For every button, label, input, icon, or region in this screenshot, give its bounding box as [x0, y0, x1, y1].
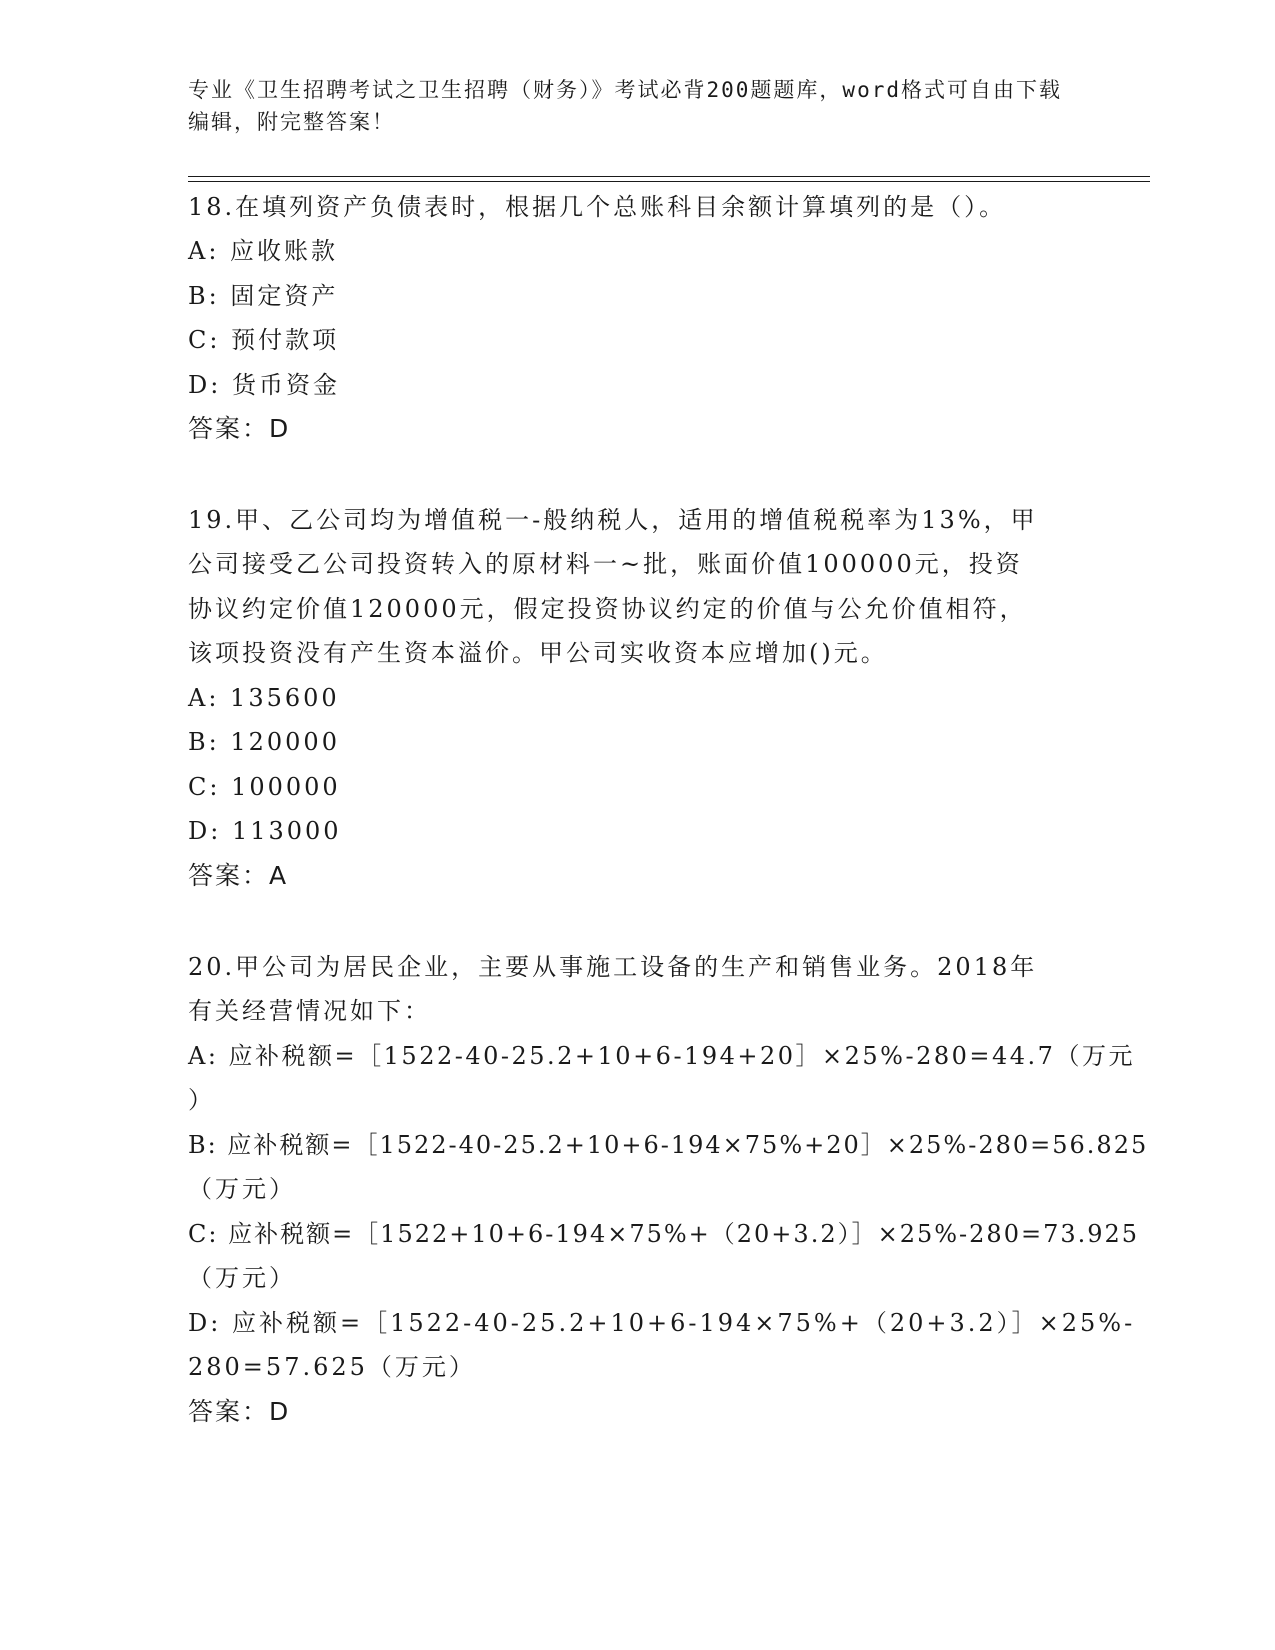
question-18-stem: 18.在填列资产负债表时，根据几个总账科目余额计算填列的是（）。 — [188, 193, 1007, 221]
question-20-option-c-line-2: （万元） — [188, 1264, 296, 1292]
question-20-answer: 答案：D — [188, 1397, 291, 1426]
question-20-option-c-line-1: C: 应补税额=［1522+10+6-194×75%+（20+3.2）］×25%-280=73.925 — [188, 1220, 1140, 1248]
question-19-stem-line-3: 协议约定价值120000元，假定投资协议约定的价值与公允价值相符， — [188, 595, 1027, 623]
question-18-option-a: A: 应收账款 — [188, 237, 339, 265]
question-20-option-b-line-1: B: 应补税额=［1522-40-25.2+10+6-194×75%+20］×25%-280=56.825 — [188, 1131, 1149, 1159]
question-19-option-b: B: 120000 — [188, 728, 340, 756]
question-20-stem-line-1: 20.甲公司为居民企业，主要从事施工设备的生产和销售业务。2018年 — [188, 953, 1038, 981]
question-18-option-c: C: 预付款项 — [188, 326, 340, 354]
question-19-option-c: C: 100000 — [188, 773, 341, 801]
question-19-stem-line-4: 该项投资没有产生资本溢价。甲公司实收资本应增加()元。 — [188, 639, 888, 667]
question-20-option-a-line-1: A: 应补税额=［1522-40-25.2+10+6-194+20］×25%-280=44.7（万元 — [188, 1042, 1135, 1070]
question-19-option-a: A: 135600 — [188, 684, 340, 712]
document-header: 专业《卫生招聘考试之卫生招聘（财务）》考试必背200题题库，word格式可自由下载编辑，附完整答案！ — [188, 78, 1062, 134]
question-18-option-d: D: 货币资金 — [188, 371, 340, 399]
question-20-option-a-line-2: ） — [188, 1086, 215, 1114]
question-20-option-d-line-1: D: 应补税额=［1522-40-25.2+10+6-194×75%+（20+3.2）］×25%- — [188, 1309, 1136, 1337]
header-divider-top — [188, 176, 1150, 177]
question-20-option-b-line-2: （万元） — [188, 1175, 296, 1203]
header-divider-bottom — [188, 181, 1150, 182]
question-18-option-b: B: 固定资产 — [188, 282, 339, 310]
question-19-answer: 答案：A — [188, 861, 289, 890]
question-19-option-d: D: 113000 — [188, 817, 342, 845]
question-20-stem-line-2: 有关经营情况如下： — [188, 997, 431, 1025]
question-19-stem-line-2: 公司接受乙公司投资转入的原材料一~批，账面价值100000元，投资 — [188, 550, 1023, 578]
question-19-stem-line-1: 19.甲、乙公司均为增值税一-般纳税人，适用的增值税税率为13%，甲 — [188, 506, 1038, 534]
question-20-option-d-line-2: 280=57.625（万元） — [188, 1353, 476, 1381]
question-18-answer: 答案：D — [188, 414, 291, 443]
